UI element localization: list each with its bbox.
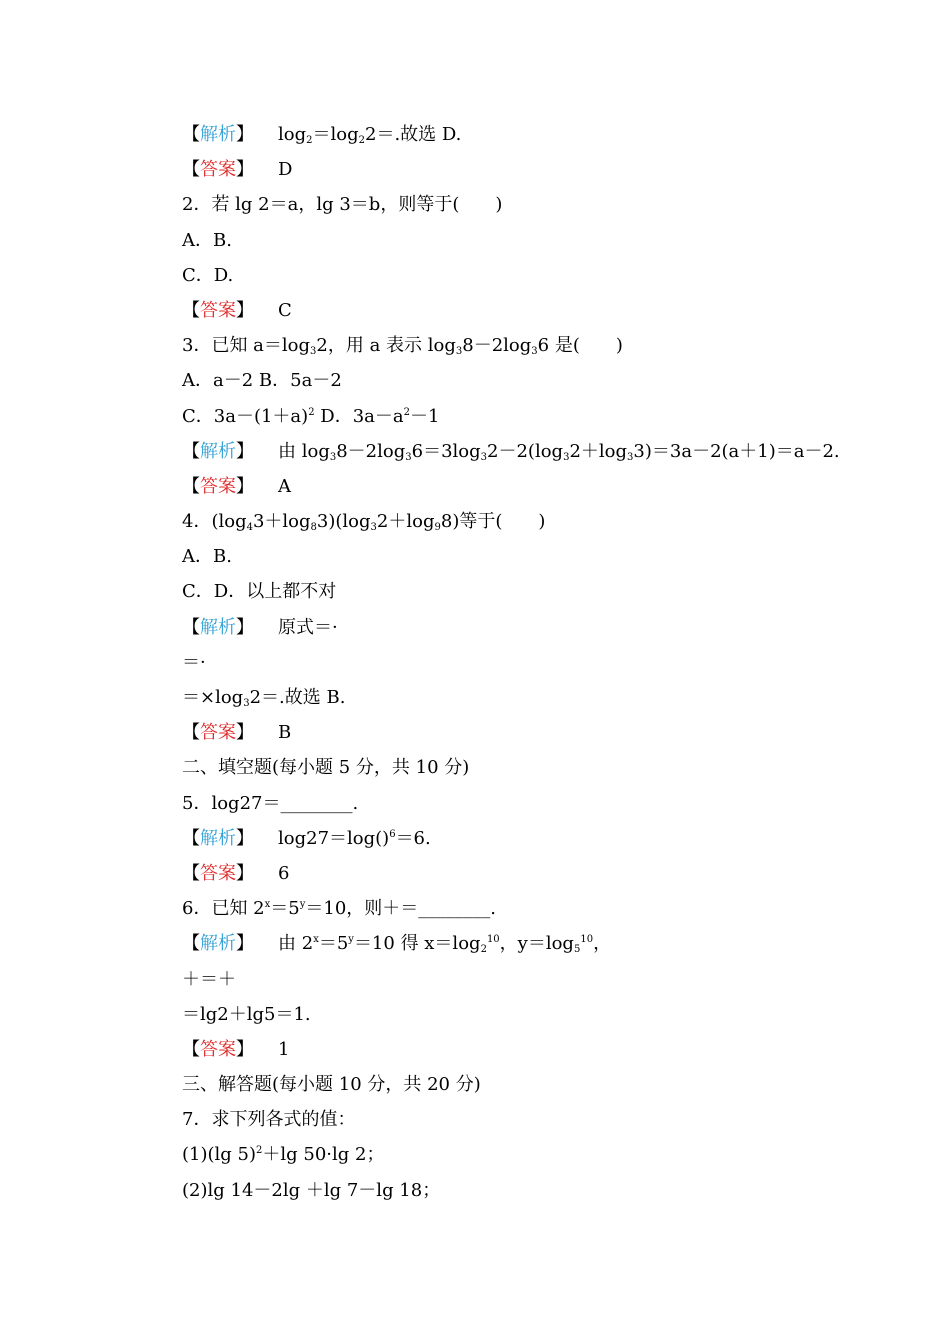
line-content: C．D. — [182, 264, 234, 286]
line-content: A — [278, 475, 291, 497]
analysis-line — [182, 117, 882, 152]
line-content: ＝lg2＋lg5＝1. — [182, 1003, 311, 1025]
line-content: 4．$(\log_43+\log_83)(\log_32+\log_98)$等于( ) — [182, 511, 546, 534]
line-content: 1 — [278, 1038, 290, 1060]
line-content: 2．若 lg 2＝a，lg 3＝b，则等于( ) — [182, 194, 503, 216]
analysis-line — [182, 926, 882, 961]
line-content: 由 $\log_38-2\log_36=3\log_32-2(\log_32+\log_33)=3a-2(a+1)=a-2$. — [278, 440, 840, 463]
analysis-tag: 【解析】 — [182, 933, 254, 955]
analysis-line — [182, 434, 882, 469]
analysis-tag: 【解析】 — [182, 616, 254, 638]
text-line — [182, 363, 882, 398]
line-content: C — [278, 299, 292, 321]
line-content: A．B. — [182, 546, 232, 568]
line-content: 3．已知 $a=\log_32$，用 a 表示 $\log_38-2\log_36$ 是( ) — [182, 335, 623, 358]
line-content: 原式＝· — [278, 616, 338, 638]
text-line — [182, 962, 882, 997]
answer-tag: 【答案】 — [182, 862, 254, 884]
text-line — [182, 187, 882, 222]
answer-tag: 【答案】 — [182, 722, 254, 744]
text-line — [182, 223, 882, 258]
answer-tag: 【答案】 — [182, 1038, 254, 1060]
line-content: 7．求下列各式的值： — [182, 1109, 356, 1131]
document-body — [182, 117, 882, 1208]
line-content: 6．已知 $2^x=5^y=10$，则＋＝________. — [182, 898, 497, 920]
line-content: 二、填空题(每小题 5 分，共 10 分) — [182, 757, 470, 779]
text-line — [182, 328, 882, 363]
line-content: 5．log27＝________. — [182, 792, 359, 814]
analysis-tag: 【解析】 — [182, 827, 254, 849]
text-line — [182, 504, 882, 539]
text-line — [182, 680, 882, 715]
line-content: D — [278, 159, 293, 181]
answer-line — [182, 856, 882, 891]
answer-tag: 【答案】 — [182, 159, 254, 181]
text-line — [182, 997, 882, 1032]
line-content: log27＝log()$^6$＝6. — [278, 827, 431, 849]
text-line — [182, 399, 882, 434]
analysis-line — [182, 821, 882, 856]
text-line — [182, 539, 882, 574]
line-content: C．D．以上都不对 — [182, 581, 337, 603]
line-content: 由 $2^x=5^y=10$ 得 $x=\log_2^{10}$，$y=\log_5^{10}$， — [278, 933, 612, 956]
text-line — [182, 645, 882, 680]
answer-line — [182, 1032, 882, 1067]
answer-line — [182, 293, 882, 328]
text-line — [182, 574, 882, 609]
answer-tag: 【答案】 — [182, 299, 254, 321]
line-content: A．B. — [182, 229, 232, 251]
text-line — [182, 258, 882, 293]
text-line — [182, 1173, 882, 1208]
answer-line — [182, 469, 882, 504]
line-content: (2)lg 14－2lg ＋lg 7－lg 18； — [182, 1179, 441, 1201]
text-line — [182, 1137, 882, 1172]
line-content: $\log_2=\log_22=$.故选 D. — [278, 124, 462, 146]
line-content: ＋＝＋ — [182, 968, 236, 990]
line-content: (1)(lg 5)$^2$＋lg 50·lg 2； — [182, 1144, 385, 1166]
analysis-tag: 【解析】 — [182, 440, 254, 462]
text-line — [182, 1067, 882, 1102]
text-line — [182, 1102, 882, 1137]
answer-line — [182, 152, 882, 187]
line-content: ＝· — [182, 651, 206, 673]
line-content: $=\times\log_32=$.故选 B. — [182, 687, 346, 709]
text-line — [182, 891, 882, 926]
line-content: A．a－2 B．5a－2 — [182, 370, 342, 392]
answer-tag: 【答案】 — [182, 475, 254, 497]
answer-line — [182, 715, 882, 750]
line-content: 三、解答题(每小题 10 分，共 20 分) — [182, 1074, 481, 1096]
line-content: B — [278, 722, 292, 744]
analysis-tag: 【解析】 — [182, 124, 254, 145]
analysis-line — [182, 610, 882, 645]
line-content: 6 — [278, 862, 290, 884]
text-line — [182, 750, 882, 785]
text-line — [182, 786, 882, 821]
line-content: C．$3a-(1+a)^2$ D．$3a-a^2-1$ — [182, 405, 440, 427]
